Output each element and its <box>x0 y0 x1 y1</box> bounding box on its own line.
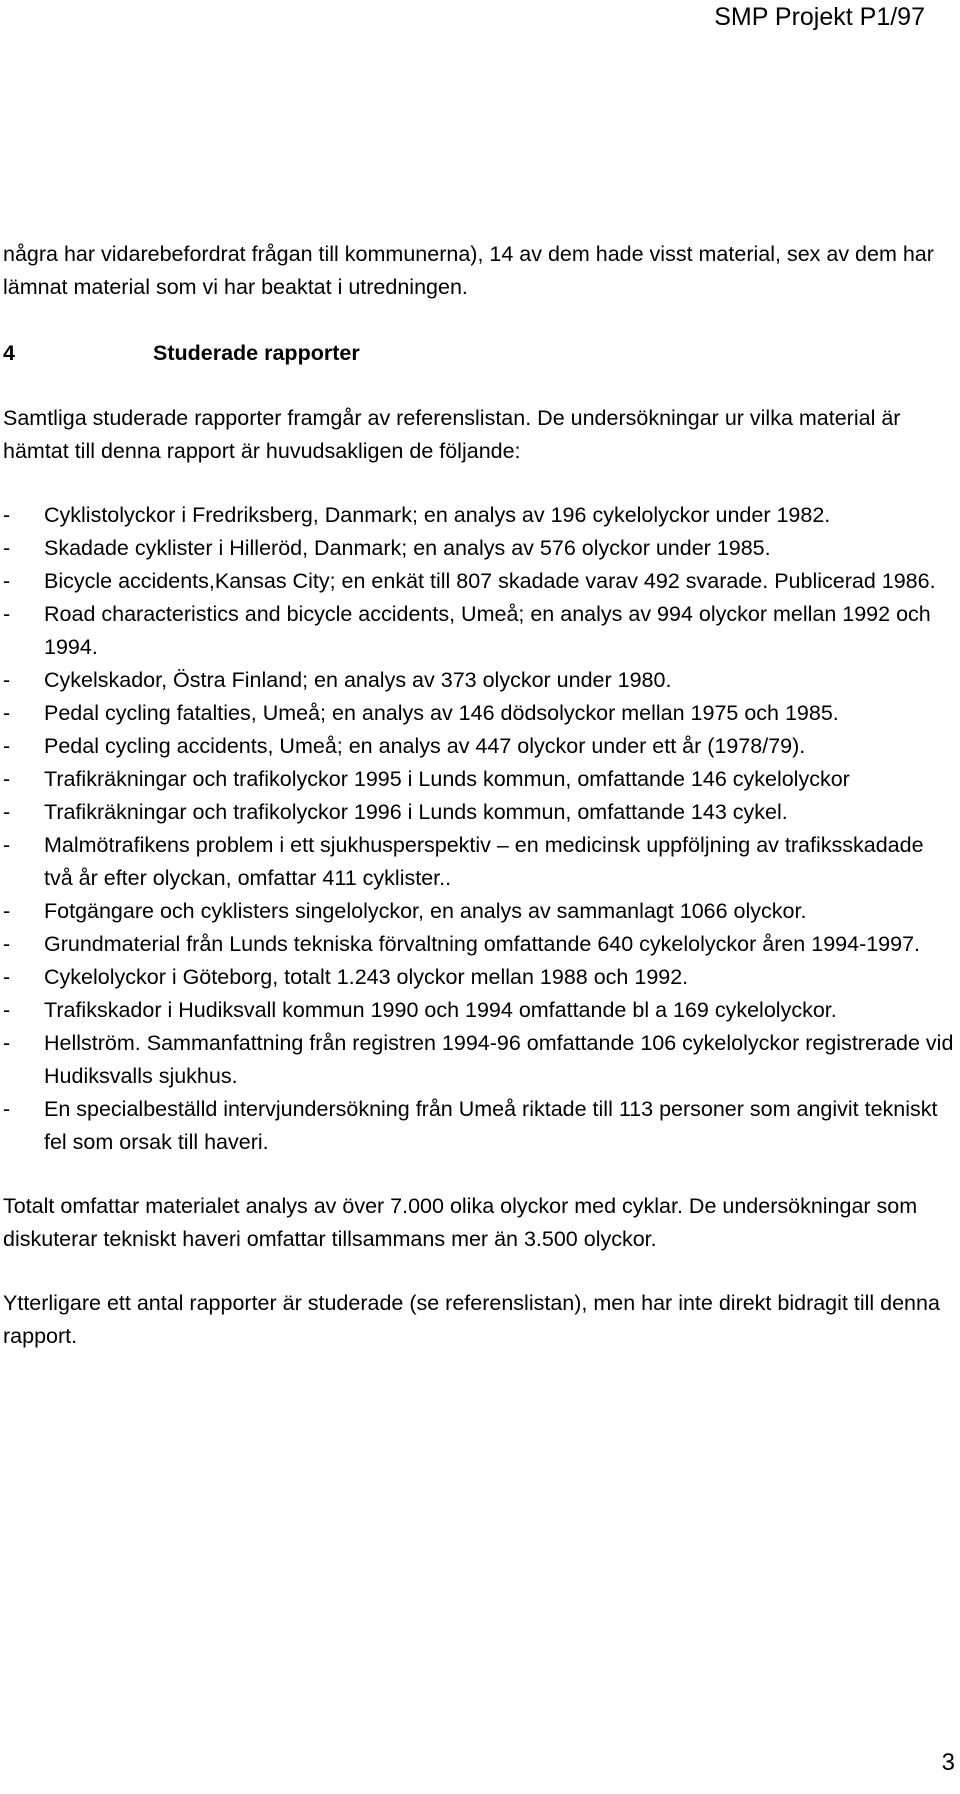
list-item-text: Pedal cycling accidents, Umeå; en analys av 447 olyckor under ett år (1978/79). <box>44 734 806 758</box>
summary-paragraph: Totalt omfattar materialet analys av över 7.000 olika olyckor med cyklar. De undersökningar som diskuterar tekniskt haveri omfattar tillsammans mer än 3.500 olyckor. <box>3 1194 918 1251</box>
list-item <box>3 664 955 697</box>
list-item <box>3 1093 955 1159</box>
list-item-text: Skadade cyklister i Hilleröd, Danmark; en analys av 576 olyckor under 1985. <box>44 536 771 560</box>
list-dash: - <box>3 998 11 1022</box>
list-dash: - <box>3 833 11 857</box>
list-item <box>3 994 955 1027</box>
list-dash: - <box>3 1031 11 1055</box>
list-dash: - <box>3 668 11 692</box>
section-heading <box>3 337 955 370</box>
list-dash: - <box>3 536 11 560</box>
list-item-text: Fotgängare och cyklisters singelolyckor, en analys av sammanlagt 1066 olyckor. <box>44 899 807 923</box>
page-number: 3 <box>941 1749 955 1776</box>
list-dash: - <box>3 932 11 956</box>
lead-paragraph: Samtliga studerade rapporter framgår av referenslistan. De undersökningar ur vilka material är hämtat till denna rapport är huvudsakligen de följande: <box>3 406 901 463</box>
closing-paragraph: Ytterligare ett antal rapporter är studerade (se referenslistan), men har inte direkt bidragit till denna rapport. <box>3 1291 940 1348</box>
list-item <box>3 598 955 664</box>
list-dash: - <box>3 800 11 824</box>
list-item-text: Trafikräkningar och trafikolyckor 1996 i Lunds kommun, omfattande 143 cykel. <box>44 800 788 824</box>
list-item-text: Trafikskador i Hudiksvall kommun 1990 och 1994 omfattande bl a 169 cykelolyckor. <box>44 998 837 1022</box>
list-item-text: Trafikräkningar och trafikolyckor 1995 i Lunds kommun, omfattande 146 cykelolyckor <box>44 767 850 791</box>
list-item <box>3 1027 955 1093</box>
list-dash: - <box>3 965 11 989</box>
list-item <box>3 499 955 532</box>
list-item-text: Hellström. Sammanfattning från registren 1994-96 omfattande 106 cykelolyckor registrerade vid Hudiksvalls sjukhus. <box>44 1031 954 1088</box>
section-title: Studerade rapporter <box>153 341 360 365</box>
list-item-text: Cykelskador, Östra Finland; en analys av 373 olyckor under 1980. <box>44 668 672 692</box>
list-item-text: Grundmaterial från Lunds tekniska förvaltning omfattande 640 cykelolyckor åren 1994-1997. <box>44 932 921 956</box>
list-item <box>3 895 955 928</box>
page-header: SMP Projekt P1/97 <box>714 3 925 31</box>
list-item-text: En specialbeställd intervjundersökning från Umeå riktade till 113 personer som angivit tekniskt fel som orsak till haveri. <box>44 1097 938 1154</box>
list-dash: - <box>3 569 11 593</box>
list-item <box>3 961 955 994</box>
list-dash: - <box>3 701 11 725</box>
list-item <box>3 796 955 829</box>
list-dash: - <box>3 734 11 758</box>
list-item <box>3 532 955 565</box>
list-item-text: Bicycle accidents,Kansas City; en enkät till 807 skadade varav 492 svarade. Publicerad 1986. <box>44 569 936 593</box>
list-item <box>3 697 955 730</box>
list-item <box>3 565 955 598</box>
list-item-text: Road characteristics and bicycle accidents, Umeå; en analys av 994 olyckor mellan 1992 och 1994. <box>44 602 931 659</box>
list-item <box>3 763 955 796</box>
list-dash: - <box>3 767 11 791</box>
list-dash: - <box>3 1097 11 1121</box>
list-item-text: Cyklistolyckor i Fredriksberg, Danmark; en analys av 196 cykelolyckor under 1982. <box>44 503 831 527</box>
report-list <box>3 499 955 1159</box>
list-item <box>3 730 955 763</box>
list-dash: - <box>3 602 11 626</box>
list-item-text: Cykelolyckor i Göteborg, totalt 1.243 olyckor mellan 1988 och 1992. <box>44 965 689 989</box>
list-item <box>3 928 955 961</box>
intro-paragraph: några har vidarebefordrat frågan till kommunerna), 14 av dem hade visst material, sex av dem har lämnat material som vi har beaktat i utredningen. <box>3 242 934 299</box>
list-dash: - <box>3 503 11 527</box>
list-dash: - <box>3 899 11 923</box>
list-item <box>3 829 955 895</box>
document-body <box>3 238 955 1353</box>
list-item-text: Malmötrafikens problem i ett sjukhusperspektiv – en medicinsk uppföljning av trafiksskadade två år efter olyckan, omfattar 411 cyklister.. <box>44 833 924 890</box>
section-number: 4 <box>3 341 15 365</box>
list-item-text: Pedal cycling fatalties, Umeå; en analys av 146 dödsolyckor mellan 1975 och 1985. <box>44 701 839 725</box>
